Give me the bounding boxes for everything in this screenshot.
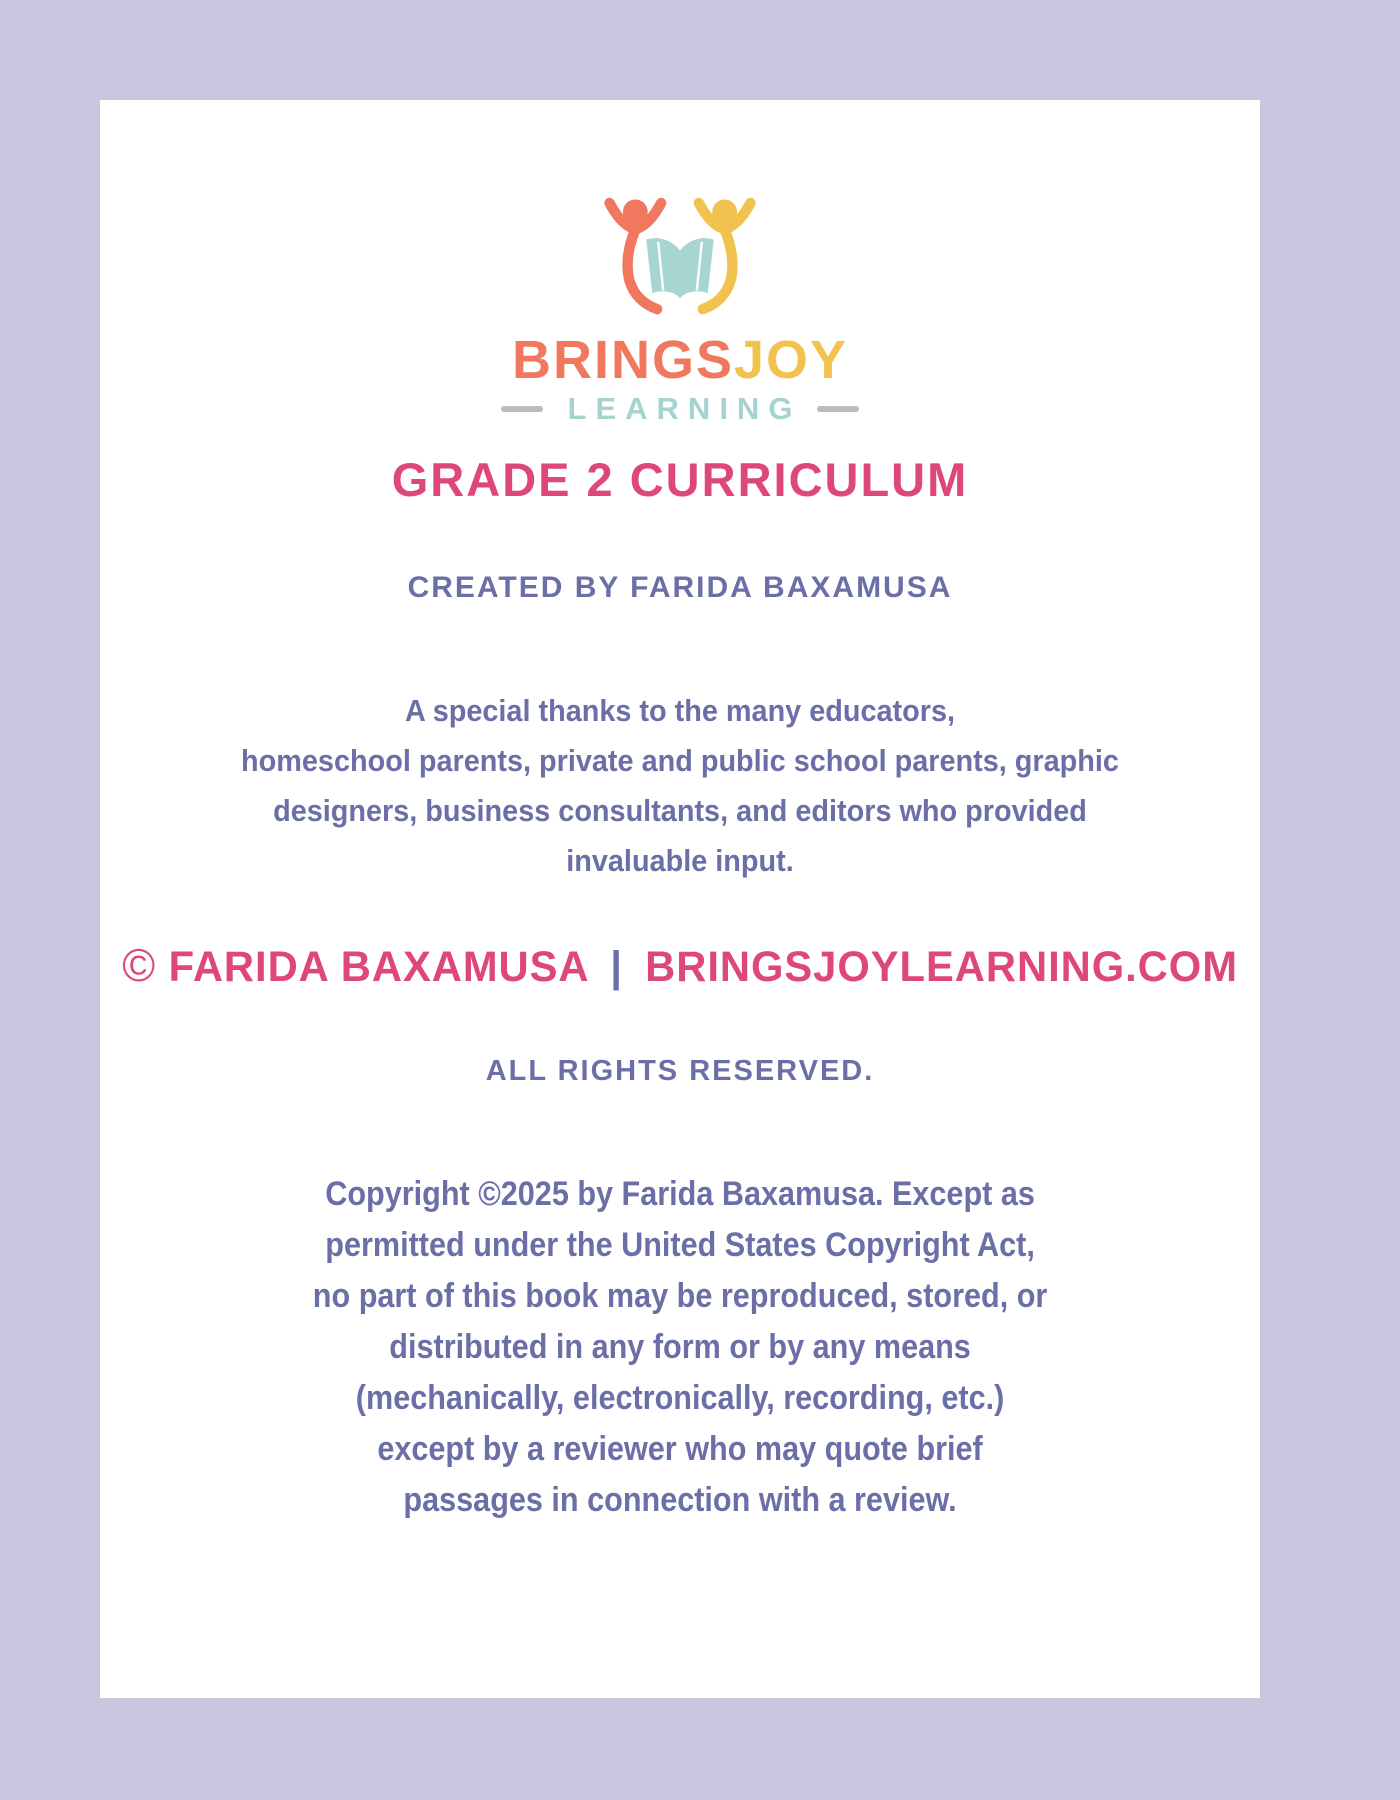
thanks-paragraph [241,686,1119,886]
copyright-page-card [100,100,1260,1698]
book-icon [646,238,713,298]
thanks-line: designers, business consultants, and editors who provided [273,793,1087,828]
legal-line: passages in connection with a review. [403,1481,957,1519]
brand-subtitle-row [501,392,860,426]
rights-reserved-line: ALL RIGHTS RESERVED. [485,1055,875,1087]
website-name: BRINGSJOYLEARNING.COM [645,943,1238,991]
legal-line: (mechanically, electronically, recording, etc.) [355,1379,1005,1417]
page-title: GRADE 2 CURRICULUM [391,453,969,506]
separator-bar: | [610,943,623,991]
legal-line: except by a reviewer who may quote brief [377,1430,983,1468]
thanks-line: invaluable input. [566,843,794,878]
right-dash-ornament [817,406,859,412]
brand-name-brings: BRINGS [511,330,734,390]
legal-line: permitted under the United States Copyright Act, [325,1226,1035,1264]
thanks-line: A special thanks to the many educators, [404,693,956,728]
byline: CREATED BY FARIDA BAXAMUSA [407,571,953,604]
brand-name [511,330,849,390]
legal-line: distributed in any form or by any means [389,1328,971,1366]
legal-line: Copyright ©2025 by Farida Baxamusa. Except as [325,1175,1035,1213]
brand-subtitle: LEARNING [567,391,802,426]
brings-joy-learning-logo-icon [594,195,766,329]
brand-name-joy: JOY [733,330,849,390]
legal-line: no part of this book may be reproduced, stored, or [312,1277,1048,1315]
copyright-owner-line [122,939,1238,991]
copyright-owner: FARIDA BAXAMUSA [168,943,588,991]
thanks-line: homeschool parents, private and public school parents, graphic [241,743,1119,778]
legal-paragraph [313,1169,1047,1526]
copyright-symbol: © [122,939,157,991]
left-dash-ornament [501,406,543,412]
